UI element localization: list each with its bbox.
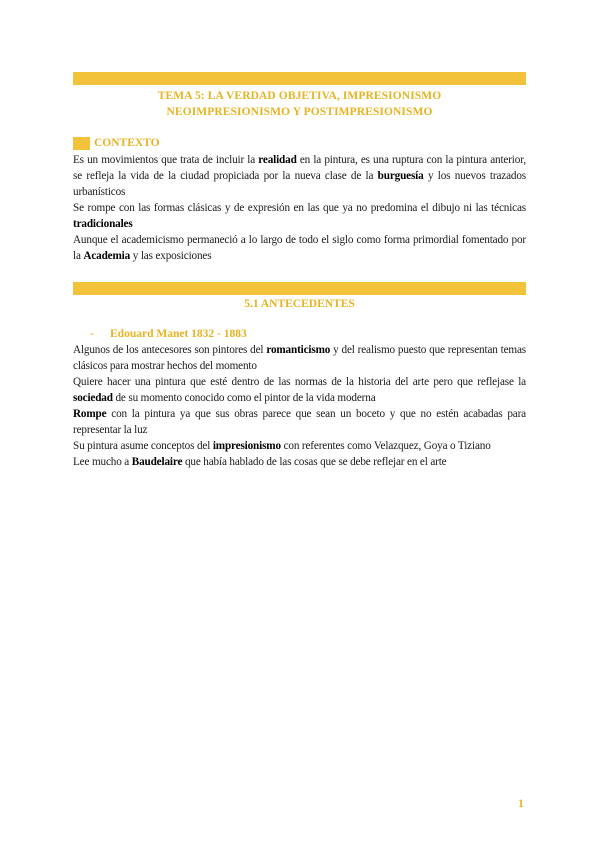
- section-title: 5.1 ANTECEDENTES: [244, 298, 355, 310]
- bold-term: Baudelaire: [131, 456, 183, 468]
- heading-marker: [73, 137, 90, 150]
- antecedentes-paragraph-2: Quiere hacer una pintura que esté dentro de las normas de la historia del arte pero que reflejase la sociedad de su momento conocido como el pintor de la vida moderna: [73, 376, 526, 404]
- title-line-1: TEMA 5: LA VERDAD OBJETIVA, IMPRESIONISMO: [157, 90, 442, 102]
- section-bar: [73, 282, 526, 295]
- antecedentes-paragraph-5: Lee mucho a Baudelaire que había hablado de las cosas que se debe reflejar en el arte: [73, 456, 447, 468]
- document-page: [73, 72, 526, 470]
- contexto-paragraph-1: Es un movimientos que trata de incluir la realidad en la pintura, es una ruptura con la pintura anterior, se refleja la vida de la ciudad propiciada por la nueva clase de la burguesía y los nuevos trazados urbanísticos: [73, 154, 526, 198]
- antecedentes-paragraph-3: Rompe con la pintura ya que sus obras parece que sean un boceto y que no estén acabadas para representar la luz: [73, 408, 526, 436]
- document-title: [73, 88, 526, 120]
- bold-term: Academia: [83, 250, 131, 262]
- bold-term: tradicionales: [73, 218, 133, 230]
- bold-term: sociedad: [73, 392, 113, 404]
- title-line-2: NEOIMPRESIONISMO Y POSTIMPRESIONISMO: [166, 106, 433, 118]
- contexto-paragraph-2: Se rompe con las formas clásicas y de expresión en las que ya no predomina el dibujo ni las técnicas tradicionales: [73, 202, 526, 230]
- antecedentes-paragraph-4: Su pintura asume conceptos del impresionismo con referentes como Velazquez, Goya o Tiziano: [73, 440, 491, 452]
- bold-term: impresionismo: [212, 440, 281, 452]
- bullet-item: [90, 326, 526, 342]
- page-number: 1: [518, 796, 524, 810]
- bullet-label: Edouard Manet 1832 - 1883: [110, 328, 247, 340]
- bold-term: Rompe: [73, 408, 107, 420]
- bold-term: romanticismo: [266, 344, 331, 356]
- antecedentes-paragraph-1: Algunos de los antecesores son pintores del romanticismo y del realismo puesto que representan temas clásicos para mostrar hechos del momento: [73, 344, 526, 372]
- contexto-paragraph-3: Aunque el academicismo permaneció a lo largo de todo el siglo como forma primordial fomentado por la Academia y las exposiciones: [73, 234, 526, 262]
- bold-term: realidad: [258, 154, 297, 166]
- bold-term: burguesía: [377, 170, 424, 182]
- contexto-heading-label: CONTEXTO: [94, 137, 160, 149]
- title-bar: [73, 72, 526, 85]
- bullet-dash: -: [90, 328, 94, 340]
- contexto-heading: [73, 136, 526, 150]
